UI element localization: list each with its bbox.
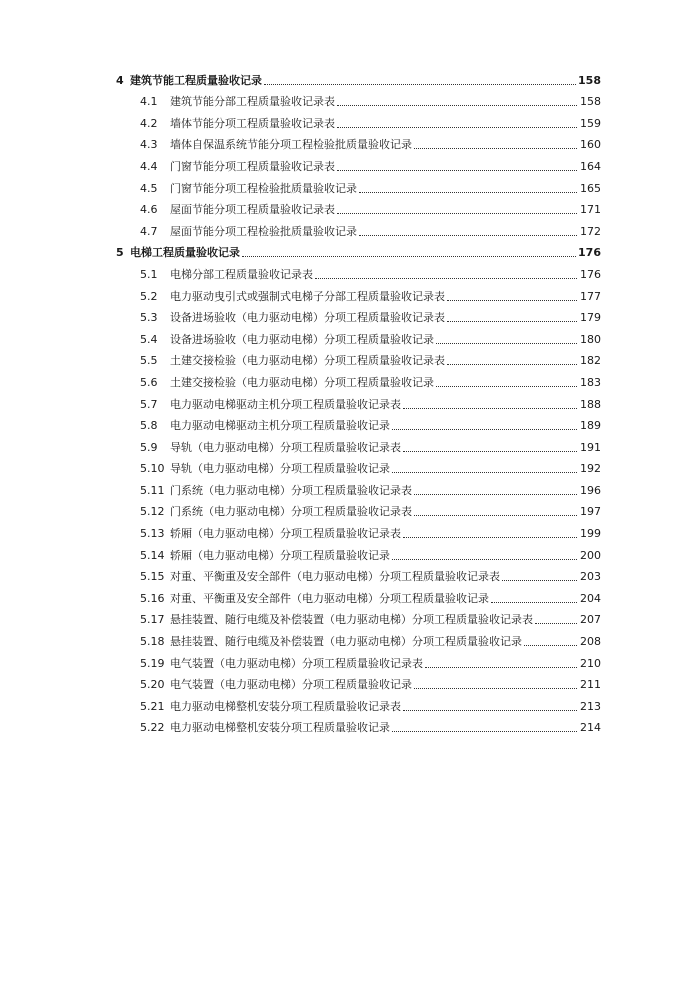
toc-section-entry[interactable] [116,412,601,434]
toc-page-number: 199 [580,527,601,541]
toc-entry-number: 5.2 [140,289,158,303]
toc-entry-number: 5.11 [140,483,165,497]
toc-entry-title: 电力驱动电梯整机安装分项工程质量验收记录 [170,721,390,735]
toc-entry-title: 电力驱动电梯驱动主机分项工程质量验收记录 [170,419,390,433]
toc-entry-title: 悬挂装置、随行电缆及补偿装置（电力驱动电梯）分项工程质量验收记录表 [170,613,533,627]
toc-entry-number: 4 [116,73,124,87]
toc-entry-title: 对重、平衡重及安全部件（电力驱动电梯）分项工程质量验收记录 [170,591,489,605]
toc-entry-title: 门窗节能分项工程质量验收记录表 [170,159,335,173]
toc-entry-title: 轿厢（电力驱动电梯）分项工程质量验收记录 [170,548,390,562]
toc-section-entry[interactable] [116,260,601,282]
toc-entry-title: 电梯分部工程质量验收记录表 [170,267,313,281]
toc-entry-number: 5.4 [140,332,158,346]
toc-section-entry[interactable] [116,627,601,649]
toc-entry-title: 门窗节能分项工程检验批质量验收记录 [170,181,357,195]
toc-page-number: 200 [580,548,601,562]
toc-entry-title: 电气装置（电力驱动电梯）分项工程质量验收记录 [170,678,412,692]
toc-entry-title: 屋面节能分项工程质量验收记录表 [170,203,335,217]
toc-entry-number: 5.12 [140,505,165,519]
toc-entry-number: 5.13 [140,527,165,541]
toc-entry-title: 轿厢（电力驱动电梯）分项工程质量验收记录表 [170,527,401,541]
toc-page-number: 160 [580,138,601,152]
toc-dot-leader [403,710,577,711]
toc-page-number: 197 [580,505,601,519]
toc-dot-leader [337,127,577,128]
toc-entry-title: 悬挂装置、随行电缆及补偿装置（电力驱动电梯）分项工程质量验收记录 [170,635,522,649]
toc-page-number: 172 [580,224,601,238]
toc-page-number: 203 [580,570,601,584]
toc-entry-title: 土建交接检验（电力驱动电梯）分项工程质量验收记录 [170,375,434,389]
toc-section-entry[interactable] [116,584,601,606]
toc-entry-number: 5 [116,246,124,260]
toc-section-entry[interactable] [116,196,601,218]
toc-dot-leader [315,278,577,279]
toc-entry-number: 5.8 [140,419,158,433]
toc-dot-leader [359,192,577,193]
toc-section-entry[interactable] [116,347,601,369]
toc-page-number: 158 [580,95,601,109]
toc-entry-title: 门系统（电力驱动电梯）分项工程质量验收记录表 [170,505,412,519]
toc-entry-title: 对重、平衡重及安全部件（电力驱动电梯）分项工程质量验收记录表 [170,570,500,584]
toc-entry-number: 4.6 [140,203,158,217]
toc-page-number: 165 [580,181,601,195]
toc-entry-number: 5.21 [140,699,165,713]
toc-entry-title: 电力驱动电梯整机安装分项工程质量验收记录表 [170,699,401,713]
toc-section-entry[interactable] [116,282,601,304]
toc-page-number: 159 [580,116,601,130]
toc-section-entry[interactable] [116,433,601,455]
toc-page-number: 158 [578,73,601,87]
toc-dot-leader [447,300,577,301]
toc-entry-title: 导轨（电力驱动电梯）分项工程质量验收记录表 [170,440,401,454]
toc-chapter-entry[interactable] [116,66,601,88]
toc-entry-title: 屋面节能分项工程检验批质量验收记录 [170,224,357,238]
toc-entry-number: 4.7 [140,224,158,238]
toc-page-number: 189 [580,419,601,433]
toc-section-entry[interactable] [116,390,601,412]
toc-entry-number: 4.4 [140,159,158,173]
toc-page-number: 208 [580,635,601,649]
toc-section-entry[interactable] [116,152,601,174]
toc-dot-leader [337,213,577,214]
toc-section-entry[interactable] [116,498,601,520]
toc-dot-leader [414,688,577,689]
toc-dot-leader [359,235,577,236]
toc-page-number: 192 [580,462,601,476]
toc-section-entry[interactable] [116,325,601,347]
toc-dot-leader [392,731,577,732]
toc-entry-title: 土建交接检验（电力驱动电梯）分项工程质量验收记录表 [170,354,445,368]
toc-page-number: 196 [580,483,601,497]
toc-entry-title: 设备进场验收（电力驱动电梯）分项工程质量验收记录表 [170,311,445,325]
toc-entry-number: 5.22 [140,721,165,735]
toc-section-entry[interactable] [116,519,601,541]
toc-page-number: 210 [580,656,601,670]
toc-entry-number: 5.5 [140,354,158,368]
toc-page-number: 191 [580,440,601,454]
toc-dot-leader [524,645,577,646]
toc-section-entry[interactable] [116,88,601,110]
toc-section-entry[interactable] [116,671,601,693]
toc-entry-title: 建筑节能工程质量验收记录 [130,73,262,87]
toc-section-entry[interactable] [116,455,601,477]
toc-entry-number: 5.6 [140,375,158,389]
toc-dot-leader [337,170,577,171]
toc-entry-title: 电梯工程质量验收记录 [130,246,240,260]
toc-entry-number: 5.14 [140,548,165,562]
toc-dot-leader [337,105,577,106]
toc-dot-leader [436,386,577,387]
toc-dot-leader [403,451,577,452]
toc-dot-leader [535,623,577,624]
toc-entry-number: 4.5 [140,181,158,195]
toc-dot-leader [403,408,577,409]
toc-entry-number: 5.3 [140,311,158,325]
toc-section-entry[interactable] [116,541,601,563]
toc-entry-number: 5.9 [140,440,158,454]
toc-entry-title: 建筑节能分部工程质量验收记录表 [170,95,335,109]
toc-dot-leader [403,537,577,538]
toc-entry-number: 5.19 [140,656,165,670]
toc-page-number: 180 [580,332,601,346]
toc-page-number: 176 [578,246,601,260]
toc-dot-leader [392,559,577,560]
toc-entry-number: 5.16 [140,591,165,605]
toc-entry-title: 墙体自保温系统节能分项工程检验批质量验收记录 [170,138,412,152]
toc-page-number: 177 [580,289,601,303]
toc-entry-number: 5.10 [140,462,165,476]
toc-dot-leader [392,472,577,473]
toc-section-entry[interactable] [116,109,601,131]
toc-entry-title: 墙体节能分项工程质量验收记录表 [170,116,335,130]
toc-section-entry[interactable] [116,217,601,239]
toc-section-entry[interactable] [116,131,601,153]
toc-page-number: 176 [580,267,601,281]
toc-page-number: 171 [580,203,601,217]
toc-section-entry[interactable] [116,563,601,585]
toc-entry-number: 4.2 [140,116,158,130]
toc-dot-leader [242,256,576,257]
toc-dot-leader [414,494,577,495]
toc-page-number: 182 [580,354,601,368]
toc-page-number: 183 [580,375,601,389]
toc-page-number: 188 [580,397,601,411]
toc-entry-number: 5.20 [140,678,165,692]
toc-entry-title: 门系统（电力驱动电梯）分项工程质量验收记录表 [170,483,412,497]
toc-section-entry[interactable] [116,714,601,736]
table-of-contents [116,66,601,735]
toc-entry-title: 电气装置（电力驱动电梯）分项工程质量验收记录表 [170,656,423,670]
toc-section-entry[interactable] [116,476,601,498]
toc-chapter-entry[interactable] [116,239,601,261]
toc-section-entry[interactable] [116,692,601,714]
toc-entry-number: 5.18 [140,635,165,649]
toc-section-entry[interactable] [116,368,601,390]
toc-dot-leader [436,343,577,344]
toc-dot-leader [491,602,577,603]
toc-dot-leader [414,148,577,149]
toc-page-number: 211 [580,678,601,692]
toc-entry-title: 设备进场验收（电力驱动电梯）分项工程质量验收记录 [170,332,434,346]
toc-dot-leader [502,580,577,581]
toc-dot-leader [425,667,577,668]
toc-entry-number: 5.1 [140,267,158,281]
toc-dot-leader [264,84,576,85]
toc-page-number: 207 [580,613,601,627]
toc-page-number: 164 [580,159,601,173]
toc-page-number: 204 [580,591,601,605]
toc-page-number: 179 [580,311,601,325]
toc-dot-leader [414,515,577,516]
toc-page-number: 214 [580,721,601,735]
toc-entry-title: 导轨（电力驱动电梯）分项工程质量验收记录 [170,462,390,476]
toc-section-entry[interactable] [116,649,601,671]
toc-page-number: 213 [580,699,601,713]
toc-entry-number: 4.3 [140,138,158,152]
toc-dot-leader [447,364,577,365]
toc-dot-leader [392,429,577,430]
toc-section-entry[interactable] [116,174,601,196]
toc-entry-number: 5.17 [140,613,165,627]
toc-dot-leader [447,321,577,322]
toc-entry-title: 电力驱动电梯驱动主机分项工程质量验收记录表 [170,397,401,411]
toc-section-entry[interactable] [116,606,601,628]
toc-entry-title: 电力驱动曳引式或强制式电梯子分部工程质量验收记录表 [170,289,445,303]
toc-entry-number: 4.1 [140,95,158,109]
toc-entry-number: 5.7 [140,397,158,411]
toc-section-entry[interactable] [116,304,601,326]
toc-entry-number: 5.15 [140,570,165,584]
